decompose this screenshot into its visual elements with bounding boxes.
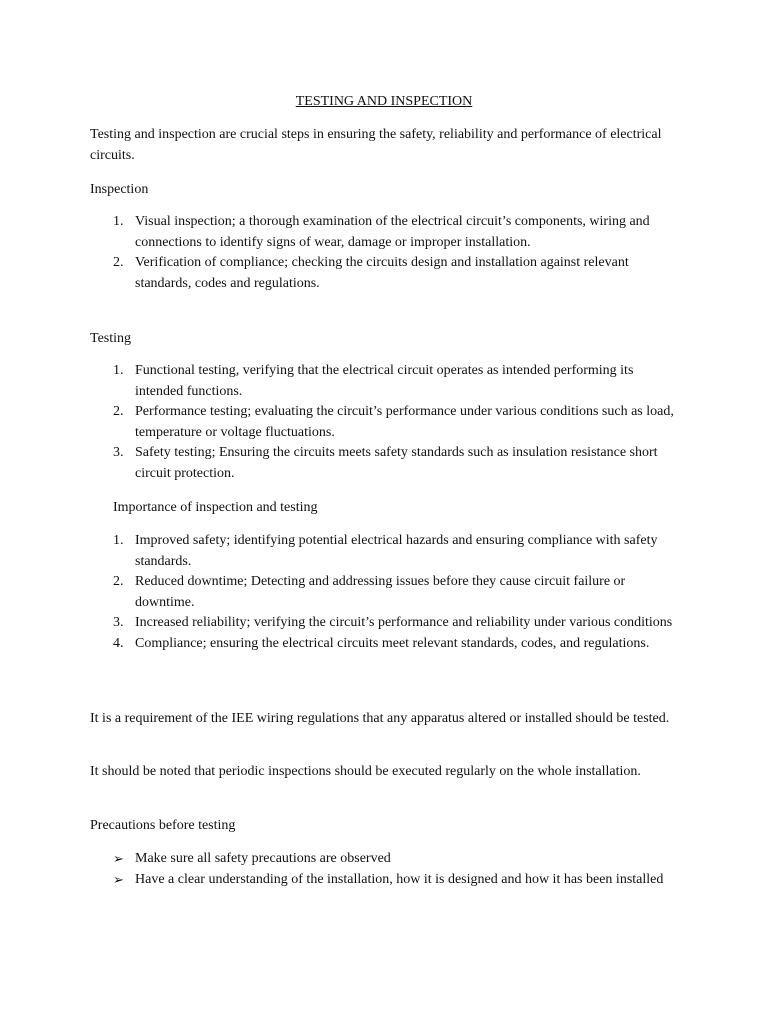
list-item xyxy=(0,402,675,443)
list-item-text: Make sure all safety precautions are observed xyxy=(135,851,391,866)
list-marker: 2. xyxy=(113,404,124,419)
list-marker: 1. xyxy=(113,363,124,378)
list-item-text: Functional testing, verifying that the electrical circuit operates as intended performing its intended functions. xyxy=(135,363,634,399)
inspection-list xyxy=(0,212,768,294)
precautions-heading: Precautions before testing xyxy=(90,818,236,833)
list-item xyxy=(0,613,675,634)
list-marker: 3. xyxy=(113,615,124,630)
arrow-bullet-icon: ➢ xyxy=(113,851,124,866)
list-item xyxy=(0,634,675,655)
list-marker: 3. xyxy=(113,445,124,460)
periodic-paragraph: It should be noted that periodic inspections should be executed regularly on the whole installation. xyxy=(90,764,641,779)
list-item xyxy=(0,253,675,294)
list-marker: 2. xyxy=(113,255,124,270)
list-item-text: Compliance; ensuring the electrical circuits meet relevant standards, codes, and regulations. xyxy=(135,635,650,651)
arrow-bullet-icon: ➢ xyxy=(113,871,124,887)
list-item xyxy=(0,212,675,253)
list-item-text: Safety testing; Ensuring the circuits meets safety standards such as insulation resistance short circuit protection. xyxy=(135,445,658,481)
document-title: TESTING AND INSPECTION xyxy=(295,94,473,109)
list-marker: 1. xyxy=(113,533,124,548)
list-marker: 4. xyxy=(113,635,124,651)
testing-list xyxy=(0,361,768,484)
list-marker: 2. xyxy=(113,574,124,589)
list-item-text: Increased reliability; verifying the circuit’s performance and reliability under various conditions xyxy=(135,615,673,630)
intro-paragraph: Testing and inspection are crucial steps in ensuring the safety, reliability and performance of electrical circuits. xyxy=(90,127,662,163)
inspection-heading: Inspection xyxy=(90,182,149,197)
list-item-text: Have a clear understanding of the installation, how it is designed and how it has been installed xyxy=(135,871,664,887)
importance-list xyxy=(0,531,768,654)
list-item-text: Performance testing; evaluating the circuit’s performance under various conditions such as load, temperature or voltage fluctuations. xyxy=(135,404,674,440)
list-item-text: Reduced downtime; Detecting and addressing issues before they cause circuit failure or downtime. xyxy=(135,574,626,610)
list-item-text: Verification of compliance; checking the circuits design and installation against relevant standards, codes and regulations. xyxy=(135,255,629,291)
importance-heading: Importance of inspection and testing xyxy=(113,500,318,515)
precautions-list xyxy=(0,849,768,890)
list-item xyxy=(0,870,675,891)
list-item xyxy=(0,572,675,613)
list-item xyxy=(0,361,675,402)
list-marker: 1. xyxy=(113,214,124,229)
requirement-paragraph: It is a requirement of the IEE wiring regulations that any apparatus altered or installed should be tested. xyxy=(90,711,670,726)
testing-heading: Testing xyxy=(90,331,132,346)
list-item xyxy=(0,531,675,572)
list-item-text: Improved safety; identifying potential electrical hazards and ensuring compliance with safety standards. xyxy=(135,533,658,569)
list-item xyxy=(0,849,675,870)
list-item-text: Visual inspection; a thorough examination of the electrical circuit’s components, wiring and connections to identify signs of wear, damage or improper installation. xyxy=(135,214,650,250)
list-item xyxy=(0,443,675,484)
